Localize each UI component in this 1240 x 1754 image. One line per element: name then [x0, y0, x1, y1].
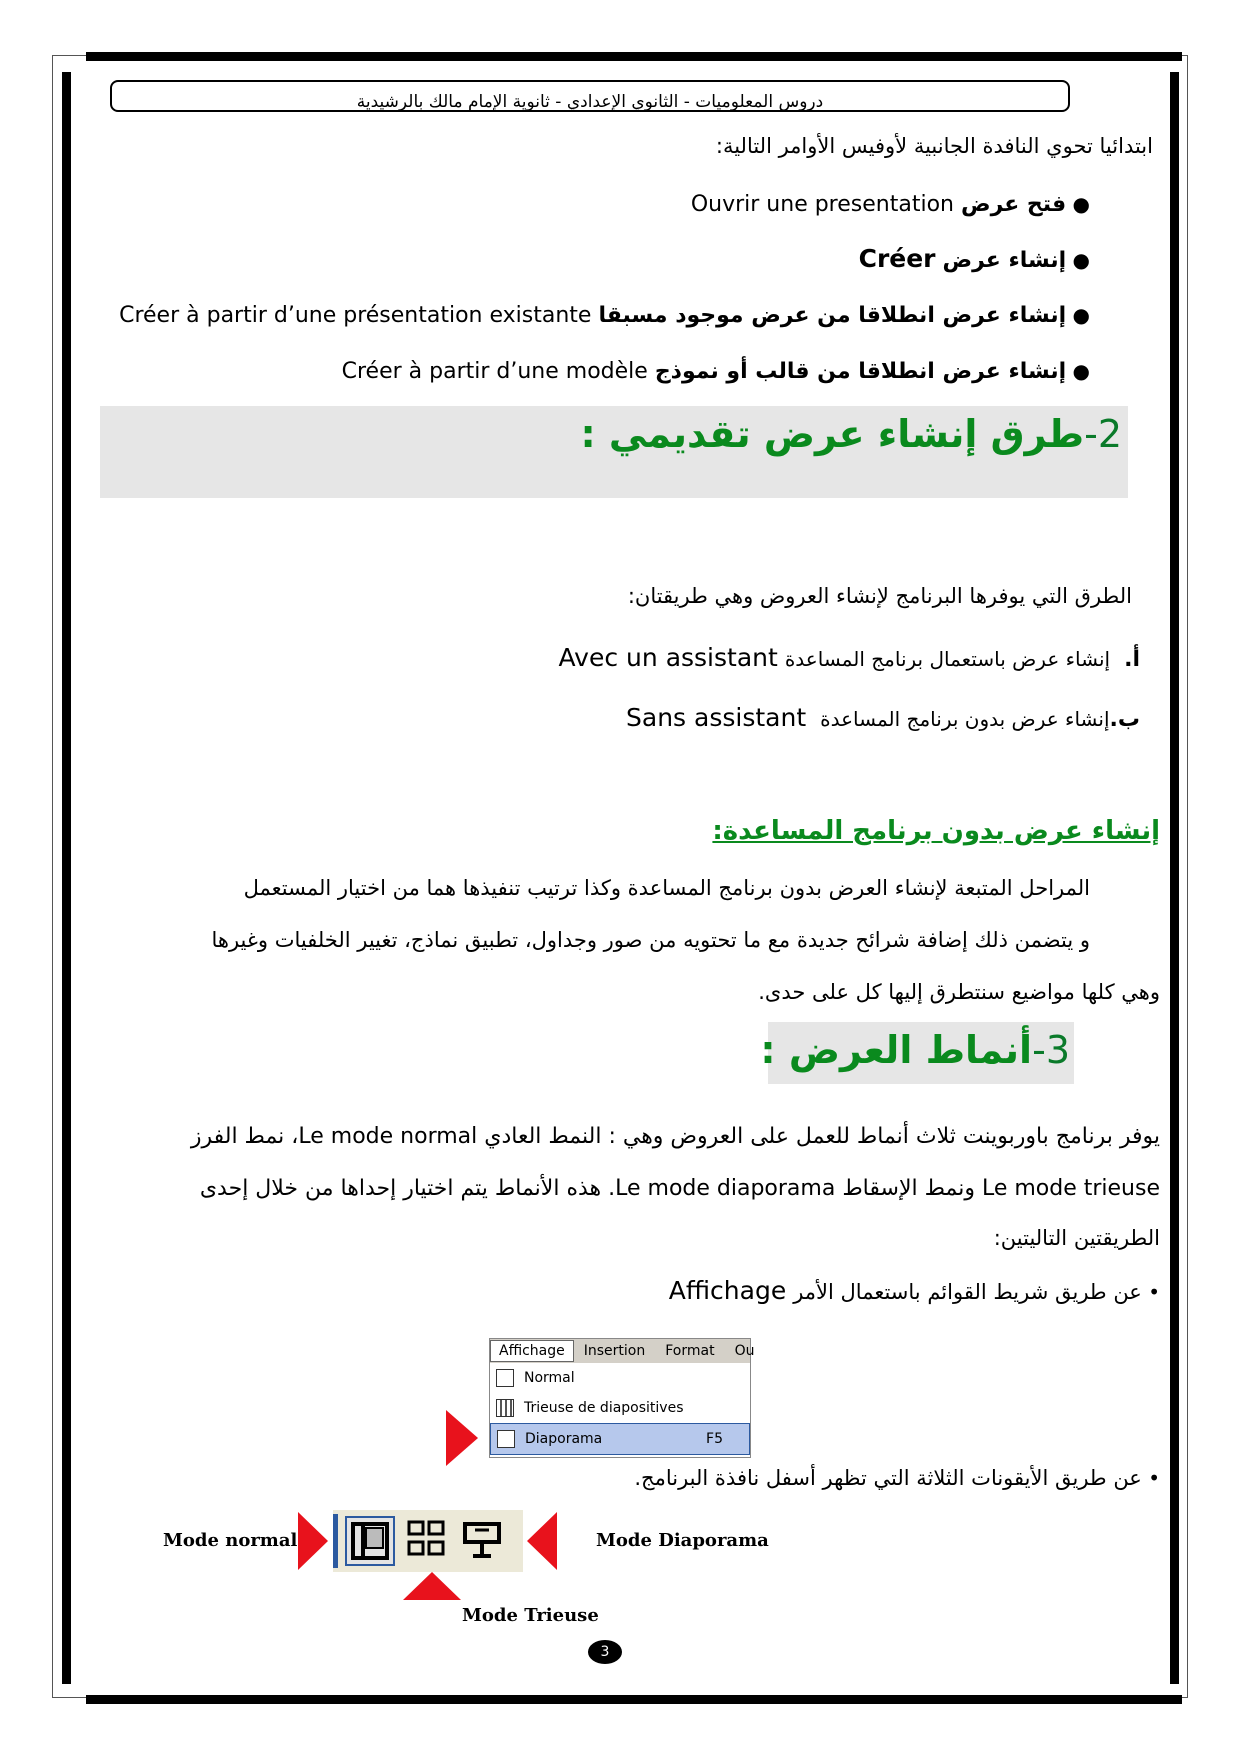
slide-sorter-icon: [496, 1399, 514, 1417]
arrow-to-trieuse: [403, 1572, 461, 1600]
menu-item-normal[interactable]: Normal: [490, 1363, 750, 1393]
label-mode-trieuse: Mode Trieuse: [462, 1605, 599, 1626]
menu-affichage[interactable]: Affichage: [490, 1340, 574, 1362]
menu-insertion[interactable]: Insertion: [583, 1343, 646, 1359]
red-arrow-icon: [527, 1512, 557, 1570]
method-b: ب.إنشاء عرض بدون برنامج المساعدة Sans assistant: [626, 703, 1140, 732]
methods-intro: الطرق التي يوفرها البرنامج لإنشاء العروض وهي طريقتان:: [627, 584, 1132, 608]
toolbar-handle: [333, 1514, 338, 1568]
modes-line-2: Le mode trieuse ونمط الإسقاط Le mode diaporama. هذه الأنماط يتم اختيار إحداها من خلال إحدى: [199, 1176, 1160, 1201]
menu-format[interactable]: Format: [665, 1343, 715, 1359]
way-1: • عن طريق شريط القوائم باستعمال الأمر Affichage: [668, 1276, 1160, 1305]
shortcut-f5: F5: [706, 1431, 723, 1447]
office-item-4: ● إنشاء عرض انطلاقا من قالب أو نموذج Créer à partir d’une modèle: [341, 359, 1090, 384]
header-box: [110, 80, 1070, 112]
intro-text: ابتدائيا تحوي النافدة الجانبية لأوفيس الأوامر التالية:: [715, 134, 1153, 158]
label-mode-diaporama: Mode Diaporama: [596, 1530, 769, 1551]
menu-item-trieuse[interactable]: Trieuse de diapositives: [490, 1393, 750, 1423]
slide-sorter-icon: [403, 1516, 449, 1562]
page-number: 3: [588, 1640, 622, 1664]
menu-item-diaporama[interactable]: Diaporama F5: [490, 1423, 750, 1455]
paragraph-line-2: و يتضمن ذلك إضافة شرائح جديدة مع ما تحتويه من صور وجداول، تطبيق نماذج، تغيير الخلفيات وغيرها: [211, 928, 1090, 952]
office-item-3: ● إنشاء عرض انطلاقا من عرض موجود مسبقا Créer à partir d’une présentation existante: [119, 303, 1090, 328]
slideshow-icon: [497, 1430, 515, 1448]
slideshow-icon: [459, 1516, 505, 1562]
paragraph-line-1: المراحل المتبعة لإنشاء العرض بدون برنامج المساعدة وكذا ترتيب تنفيذها هما من اختيار المستعمل: [243, 876, 1090, 900]
paragraph-line-3: وهي كلها مواضيع سنتطرق إليها كل على حدى.: [758, 980, 1160, 1004]
arrow-to-diaporama: [446, 1410, 478, 1466]
menu-bar: [490, 1339, 755, 1363]
arrow-to-diaporama-button: [527, 1512, 557, 1570]
slideshow-button[interactable]: [459, 1516, 509, 1566]
red-arrow-icon: [446, 1410, 478, 1466]
header-text: دروس المعلوميات - الثانوي الإعدادي - ثانوية الإمام مالك بالرشيدية: [356, 92, 824, 112]
slide-sorter-button[interactable]: [403, 1516, 453, 1566]
normal-view-icon: [496, 1369, 514, 1387]
method-a: أ. إنشاء عرض باستعمال برنامج المساعدة Avec un assistant: [558, 643, 1140, 672]
office-item-2: ● إنشاء عرض Créer: [858, 244, 1090, 273]
red-arrow-icon: [298, 1512, 328, 1570]
frame-right-bar: [1170, 72, 1179, 1684]
red-arrow-icon: [403, 1572, 461, 1600]
arrow-to-normal: [298, 1512, 328, 1570]
way-2: • عن طريق الأيقونات الثلاثة التي تظهر أسفل نافذة البرنامج.: [634, 1466, 1160, 1490]
section-3-heading: 3-أنماط العرض :: [760, 1028, 1070, 1072]
frame-left-bar: [62, 72, 71, 1684]
modes-line-3: الطريقتين التاليتين:: [993, 1226, 1160, 1250]
normal-view-button[interactable]: [345, 1516, 395, 1566]
label-mode-normal: Mode normal: [163, 1530, 298, 1551]
subsection-title: إنشاء عرض بدون برنامج المساعدة:: [712, 816, 1160, 846]
view-toolbar: [333, 1510, 523, 1572]
normal-view-icon: [347, 1518, 393, 1564]
section-2-heading: 2-طرق إنشاء عرض تقديمي :: [580, 412, 1122, 456]
affichage-menu: [489, 1338, 755, 1458]
modes-line-1: يوفر برنامج باوربوينت ثلاث أنماط للعمل على العروض وهي : النمط العادي Le mode normal، نمط الفرز: [190, 1124, 1160, 1149]
menu-outils[interactable]: Ou: [734, 1343, 755, 1359]
office-item-1: ● فتح عرض Ouvrir une presentation: [690, 192, 1090, 217]
